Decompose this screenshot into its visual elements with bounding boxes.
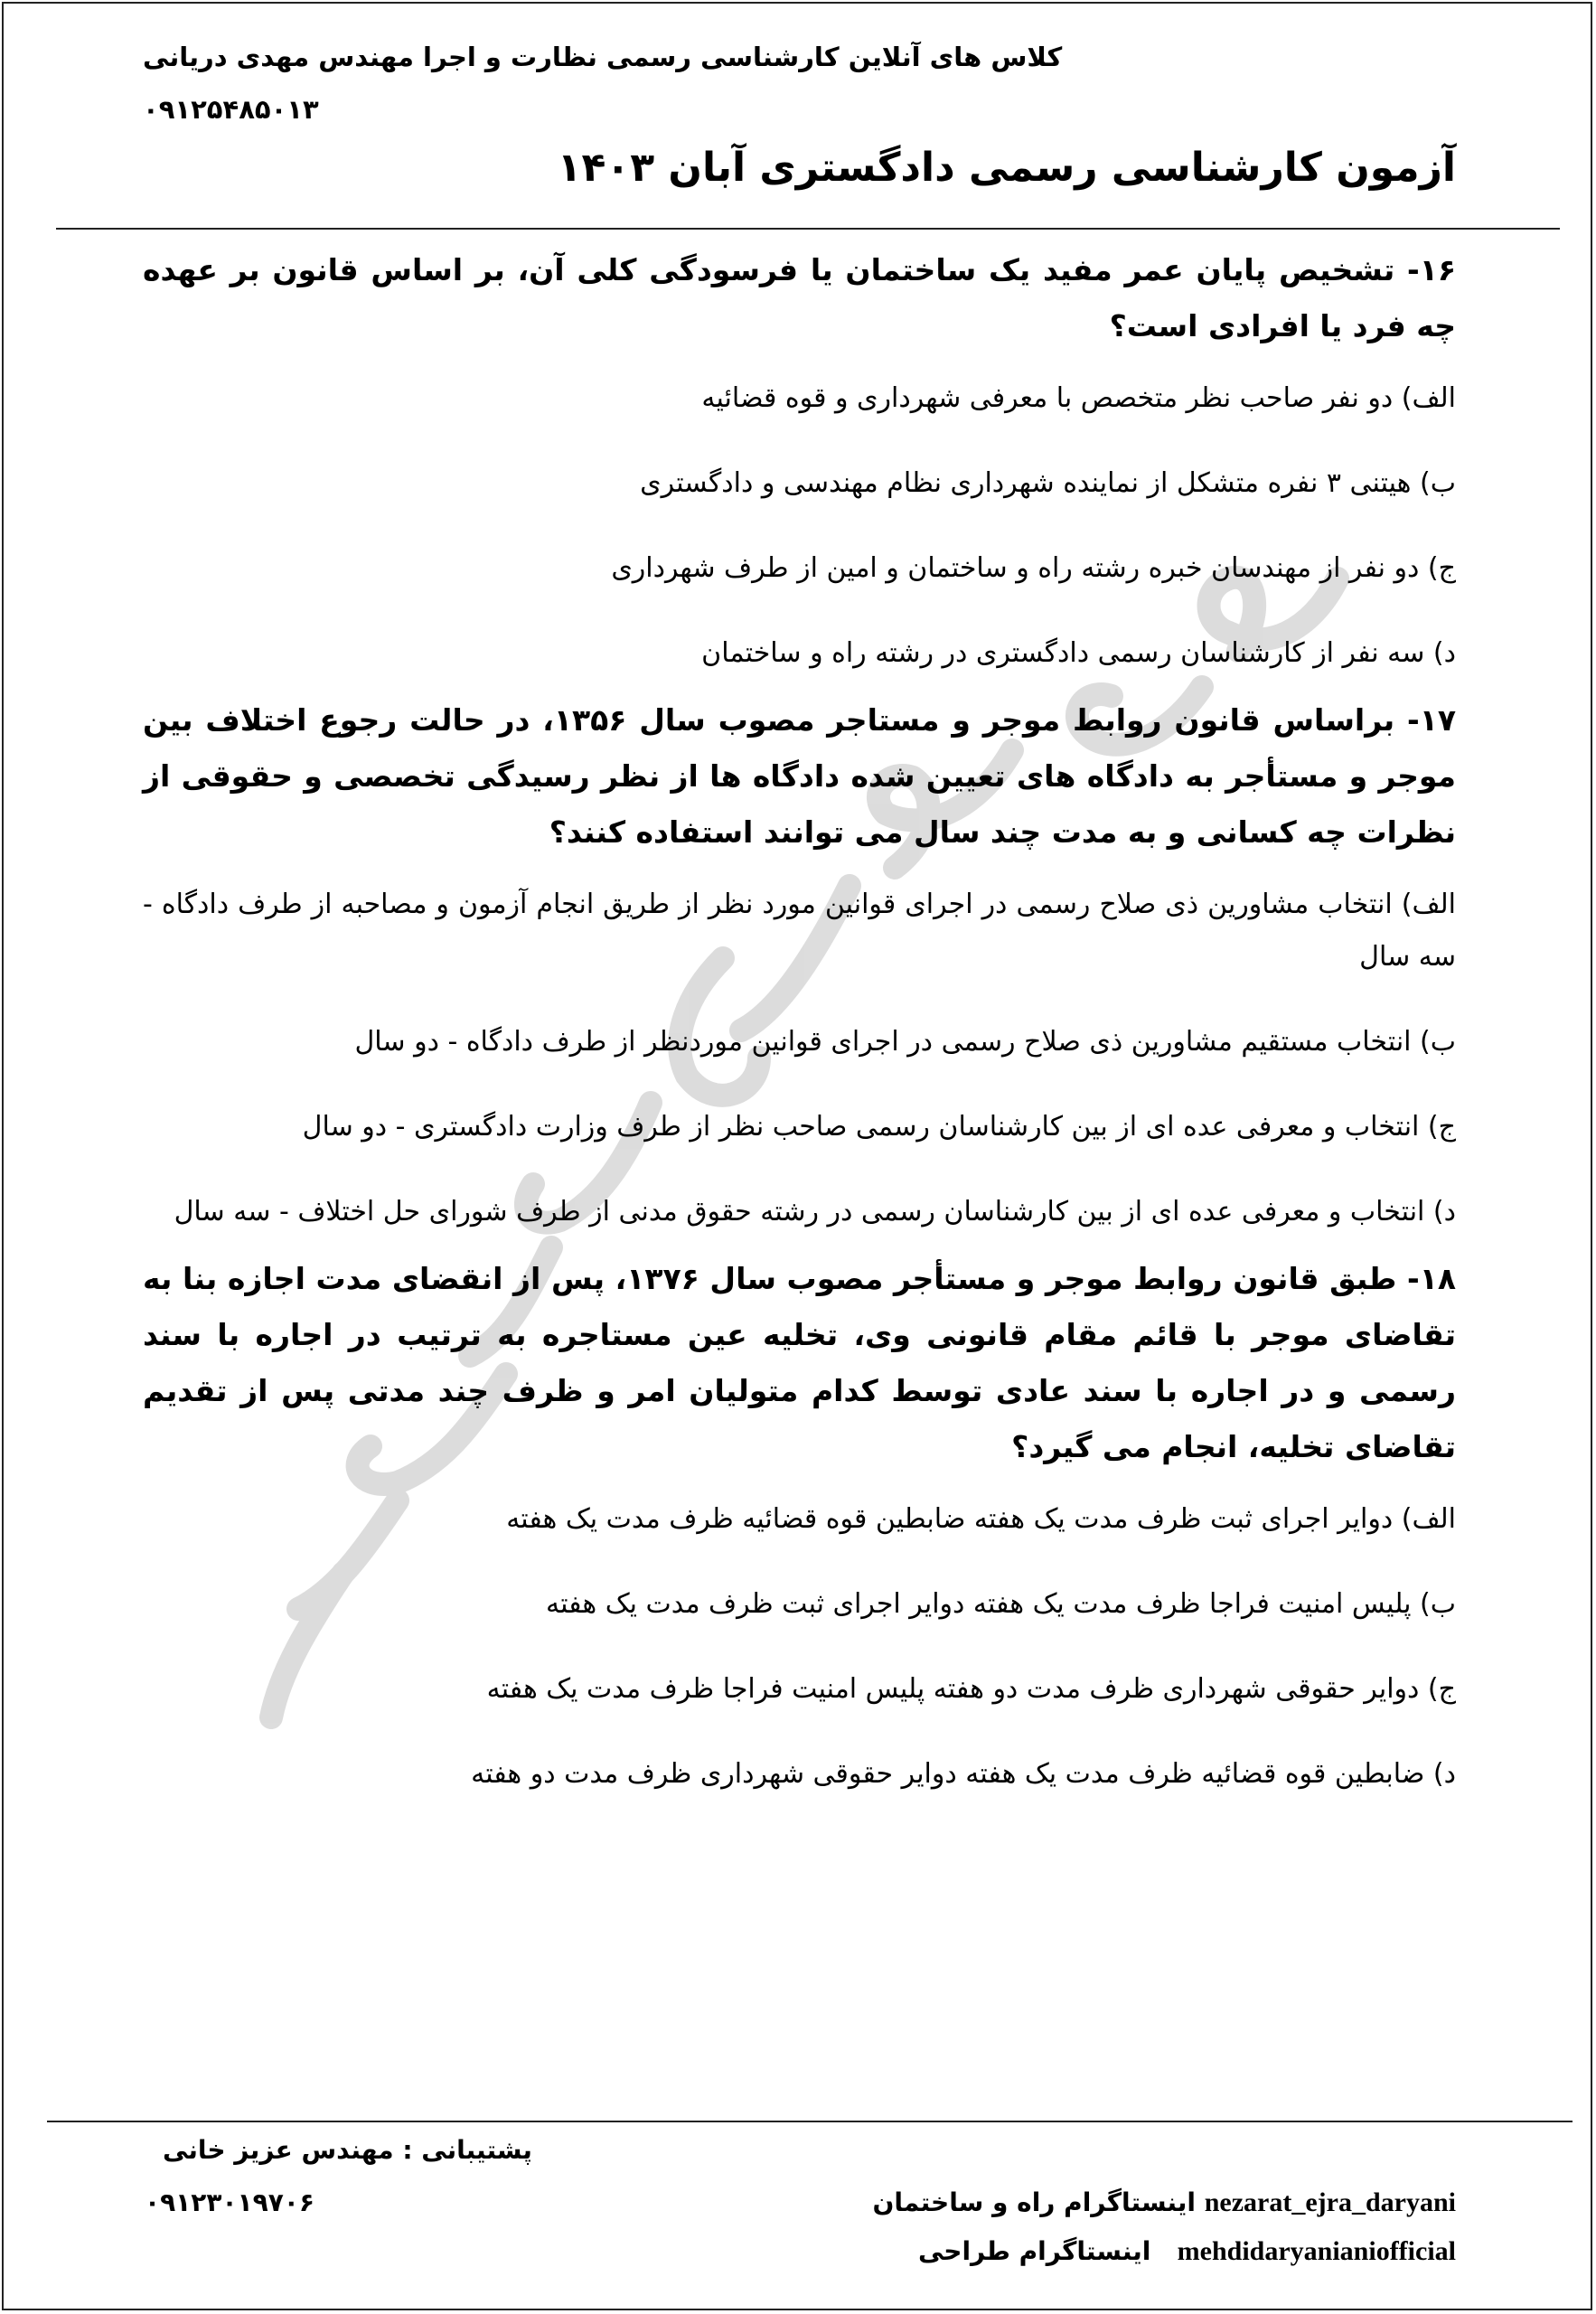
question-17 — [143, 692, 1456, 1238]
option-a: الف) دوایر اجرای ثبت ظرف مدت یک هفته ضابطین قوه قضائیه ظرف مدت یک هفته — [506, 1503, 1456, 1535]
instagram-civil — [872, 2187, 1456, 2218]
option-b: ب) انتخاب مستقیم مشاورین ذی صلاح رسمی در اجرای قوانین موردنظر از طرف دادگاه - دو سال — [354, 1026, 1456, 1058]
option-a: الف) دو نفر صاحب نظر متخصص با معرفی شهرداری و قوه قضائیه — [701, 382, 1456, 414]
question-text: ۱۸- طبق قانون روابط موجر و مستأجر مصوب سال ۱۳۷۶، پس از انقضای مدت اجازه بنا به تقاضای موجر با قائم مقام قانونی وی، تخلیه عین مستاجره به ترتیب در اجاره با سند رسمی و در اجاره با سند عادی توسط کدام متولیان امر و ظرف چند مدتی پس از تقدیم تقاضای تخلیه، انجام می گیرد؟ — [143, 1261, 1457, 1464]
option-c: ج) انتخاب و معرفی عده ای از بین کارشناسان رسمی صاحب نظر از طرف وزارت دادگستری - دو سال — [302, 1111, 1456, 1143]
instagram-design — [918, 2236, 1456, 2267]
header-divider — [56, 228, 1560, 230]
option-d: د) ضابطین قوه قضائیه ظرف مدت یک هفته دوایر حقوقی شهرداری ظرف مدت دو هفته — [471, 1758, 1456, 1790]
instagram-label: اینستاگرام طراحی — [917, 2236, 1151, 2266]
option-d: د) سه نفر از کارشناسان رسمی دادگستری در رشته راه و ساختمان — [701, 637, 1456, 669]
option-d: د) انتخاب و معرفی عده ای از بین کارشناسان رسمی در رشته حقوق مدنی از طرف شورای حل اختلاف - سه سال — [174, 1196, 1456, 1228]
contact-phone: ۰۹۱۲۵۴۸۵۰۱۳ — [143, 94, 319, 125]
questions-section — [143, 242, 1456, 1801]
course-title: کلاس های آنلاین کارشناسی رسمی نظارت و اجرا مهندس مهدی دریانی — [143, 42, 1063, 72]
instagram-label: اینستاگرام راه و ساختمان — [872, 2187, 1196, 2217]
question-16 — [143, 242, 1456, 680]
option-b: ب) هیتنی ۳ نفره متشکل از نماینده شهرداری نظام مهندسی و دادگستری — [640, 467, 1456, 499]
option-c: ج) دو نفر از مهندسان خبره رشته راه و ساختمان و امین از طرف شهرداری — [611, 552, 1456, 584]
instagram-handle[interactable]: mehdidaryanianiofficial — [1177, 2236, 1456, 2266]
support-contact: پشتیبانی : مهندس عزیز خانی — [163, 2135, 532, 2165]
support-phone: ۰۹۱۲۳۰۱۹۷۰۶ — [145, 2187, 315, 2217]
option-b: ب) پلیس امنیت فراجا ظرف مدت یک هفته دوایر اجرای ثبت ظرف مدت یک هفته — [546, 1588, 1456, 1620]
exam-title: آزمون کارشناسی رسمی دادگستری آبان ۱۴۰۳ — [557, 145, 1456, 191]
question-text: ۱۷- براساس قانون روابط موجر و مستاجر مصوب سال ۱۳۵۶، در حالت رجوع اختلاف بین موجر و مستأجر به دادگاه های تعیین شده دادگاه ها از نظر رسیدگی تخصصی و حقوقی از نظرات چه کسانی و به مدت چند سال می توانند استفاده کنند؟ — [143, 702, 1456, 850]
option-a: الف) انتخاب مشاورین ذی صلاح رسمی در اجرای قوانین مورد نظر از طریق انجام آزمون و مصاحبه از طرف دادگاه - سه سال — [143, 889, 1456, 973]
footer-divider — [47, 2121, 1573, 2122]
option-c: ج) دوایر حقوقی شهرداری ظرف مدت دو هفته پلیس امنیت فراجا ظرف مدت یک هفته — [486, 1673, 1456, 1705]
question-text: ۱۶- تشخیص پایان عمر مفید یک ساختمان یا فرسودگی کلی آن، بر اساس قانون بر عهده چه فرد یا افرادی است؟ — [143, 252, 1456, 343]
instagram-handle[interactable]: nezarat_ejra_daryani — [1204, 2187, 1456, 2217]
question-18 — [143, 1251, 1456, 1801]
